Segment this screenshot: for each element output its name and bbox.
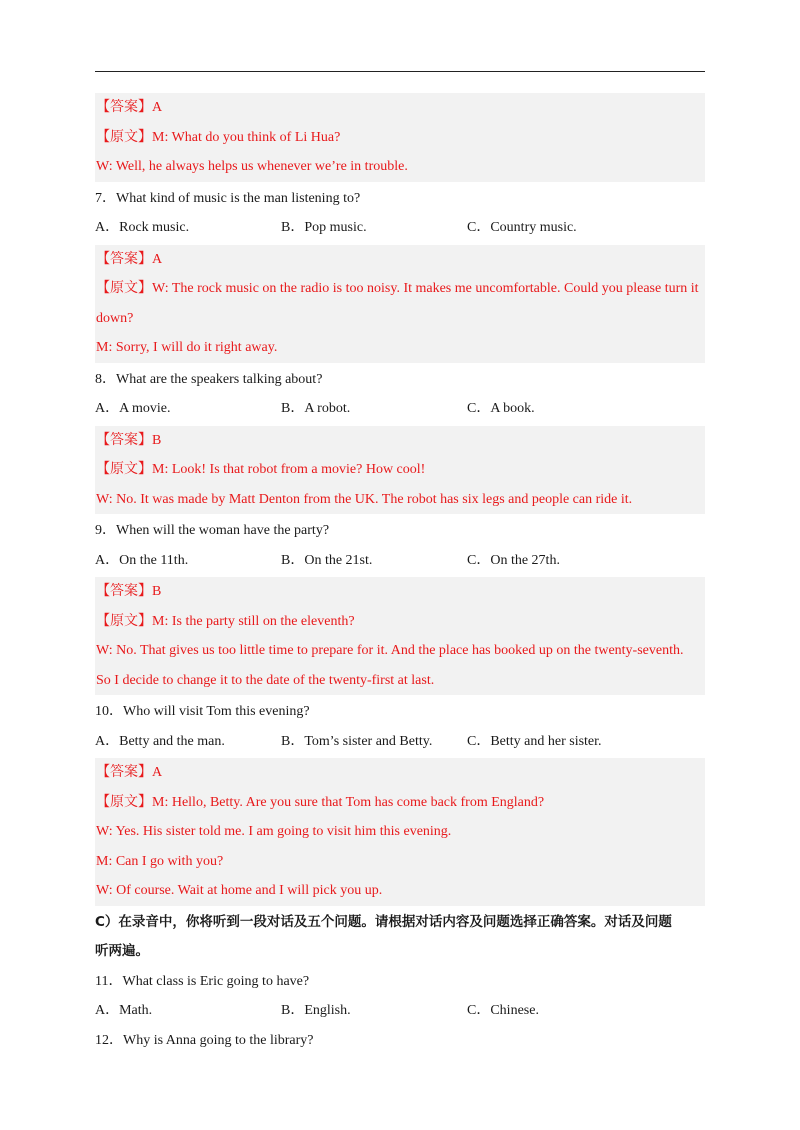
transcript-line: W: Yes. His sister told me. I am going to visit him this evening. xyxy=(96,824,452,839)
transcript-line: 【原文】M: Hello, Betty. Are you sure that Tom has come back from England? xyxy=(96,794,545,810)
transcript-line: So I decide to change it to the date of the twenty-first at last. xyxy=(96,672,435,688)
transcript-line: W: No. That gives us too little time to prepare for it. And the place has booked up on the twenty-seventh. xyxy=(96,643,684,658)
answer-label: 【答案】B xyxy=(96,584,162,599)
options-q7 xyxy=(95,213,705,243)
answer-block-q6 xyxy=(95,93,705,182)
options-q11 xyxy=(95,996,705,1026)
option-a: A．Rock music. xyxy=(95,220,190,235)
answer-label: 【答案】A xyxy=(96,100,163,115)
option-b: B．Tom’s sister and Betty. xyxy=(281,733,433,749)
transcript-line: 【原文】M: Look! Is that robot from a movie? How cool! xyxy=(96,462,426,477)
option-b: B．On the 21st. xyxy=(281,552,373,568)
option-c: C．Chinese. xyxy=(467,1003,539,1018)
transcript-line: W: Well, he always helps us whenever we’re in trouble. xyxy=(96,159,408,174)
question-11: 11．What class is Eric going to have? xyxy=(95,973,310,989)
section-c-instructions: C）在录音中，你将听到一段对话及五个问题。请根据对话内容及问题选择正确答案。对话及问题 xyxy=(95,913,672,930)
option-c: C．Country music. xyxy=(467,220,577,235)
transcript-line: M: Sorry, I will do it right away. xyxy=(96,340,278,355)
transcript-line: M: Can I go with you? xyxy=(96,853,224,869)
option-a: A．On the 11th. xyxy=(95,552,189,568)
answer-block-q10 xyxy=(95,758,705,906)
content xyxy=(95,91,705,1055)
question-9: 9．When will the woman have the party? xyxy=(95,523,330,538)
option-c: C．On the 27th. xyxy=(467,552,560,568)
option-b: B．Pop music. xyxy=(281,220,367,235)
transcript-line: W: Of course. Wait at home and I will pick you up. xyxy=(96,883,383,898)
question-8: 8．What are the speakers talking about? xyxy=(95,371,323,387)
option-c: C．A book. xyxy=(467,401,535,416)
answer-label: 【答案】A xyxy=(96,765,163,780)
options-q8 xyxy=(95,394,705,424)
option-b: B．A robot. xyxy=(281,401,351,416)
answer-block-q9 xyxy=(95,577,705,695)
option-a: A．Math. xyxy=(95,1003,153,1018)
option-c: C．Betty and her sister. xyxy=(467,733,602,749)
section-c-instructions-cont: 听两遍。 xyxy=(95,943,149,959)
transcript-line: down? xyxy=(96,310,134,326)
transcript-line: 【原文】W: The rock music on the radio is too noisy. It makes me uncomfortable. Could you please turn it xyxy=(96,281,699,296)
question-12: 12．Why is Anna going to the library? xyxy=(95,1032,314,1048)
question-7: 7．What kind of music is the man listening to? xyxy=(95,190,361,206)
answer-label: 【答案】A xyxy=(96,251,163,267)
answer-block-q7 xyxy=(95,245,705,363)
answer-label: 【答案】B xyxy=(96,432,162,448)
transcript-line: 【原文】M: What do you think of Li Hua? xyxy=(96,129,341,145)
header-rule xyxy=(95,71,705,72)
options-q9 xyxy=(95,546,705,576)
options-q10 xyxy=(95,727,705,757)
transcript-line: W: No. It was made by Matt Denton from the UK. The robot has six legs and people can ride it. xyxy=(96,491,633,507)
question-10: 10．Who will visit Tom this evening? xyxy=(95,704,310,719)
option-a: A．A movie. xyxy=(95,401,171,416)
transcript-line: 【原文】M: Is the party still on the eleventh? xyxy=(96,613,355,629)
answer-block-q8 xyxy=(95,426,705,515)
option-a: A．Betty and the man. xyxy=(95,733,225,749)
option-b: B．English. xyxy=(281,1003,351,1018)
